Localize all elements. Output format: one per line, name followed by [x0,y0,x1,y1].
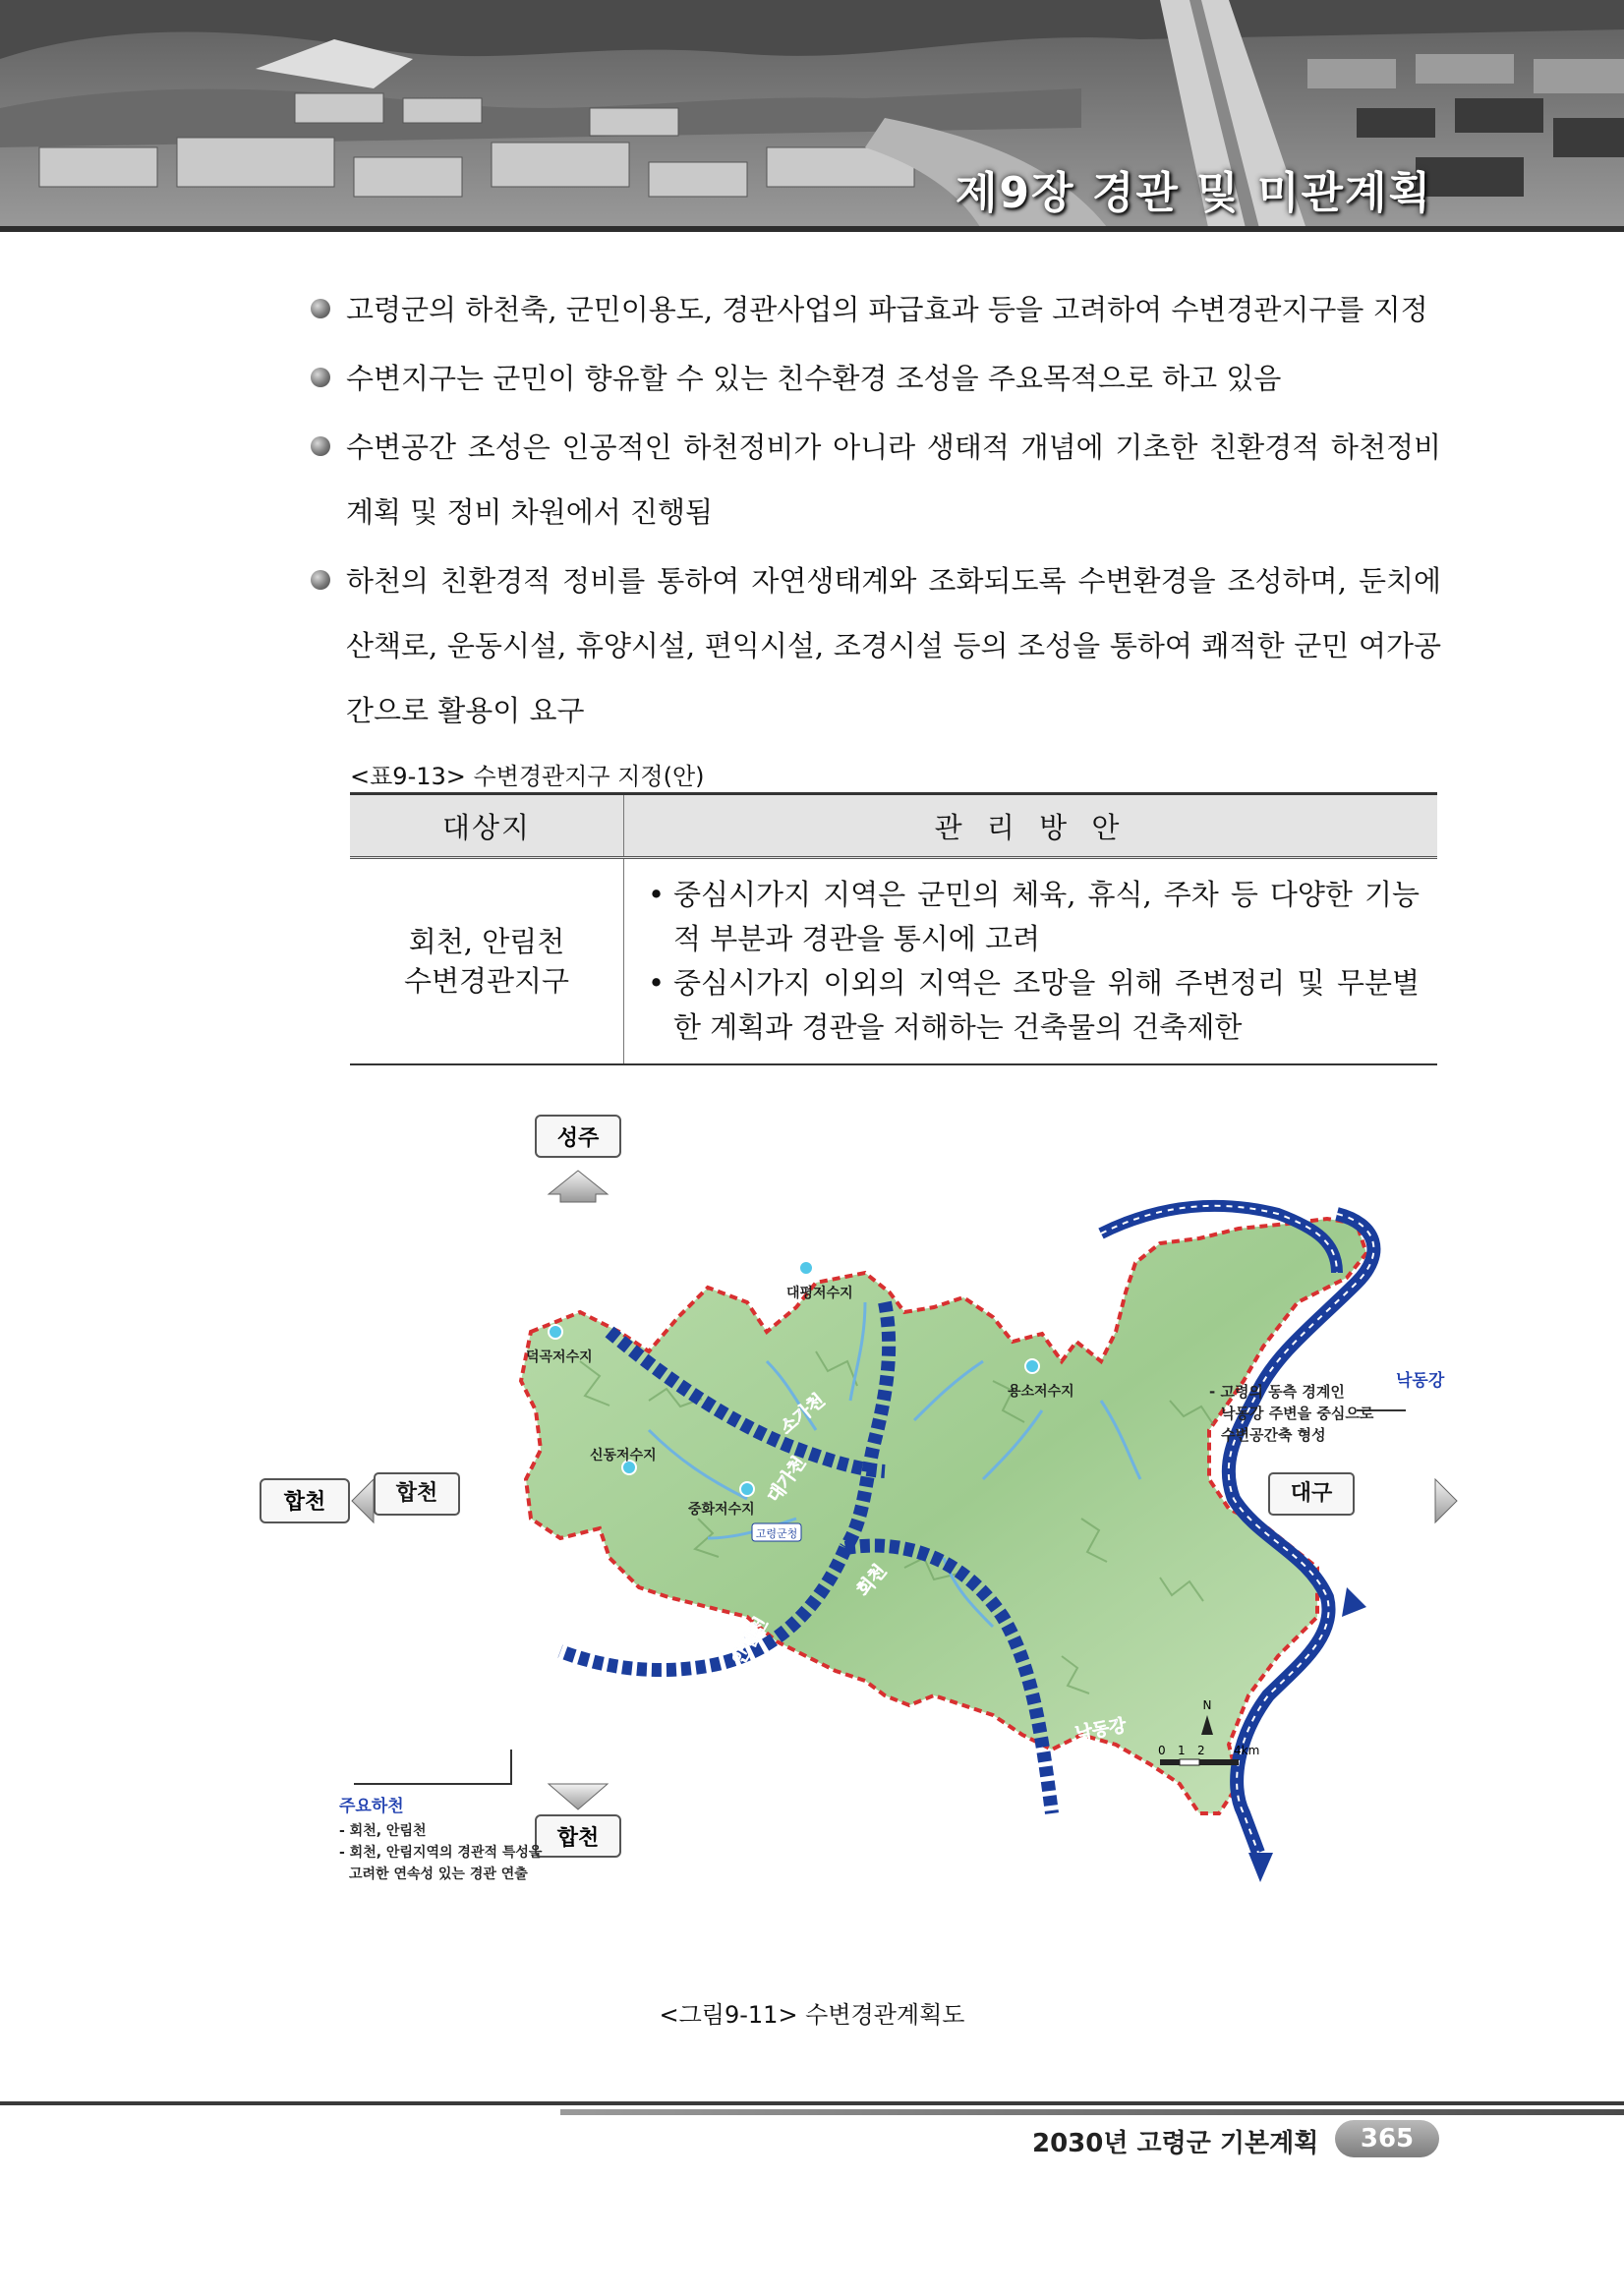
legend-nakdong-line: 낙동강 주변을 중심으로 [1221,1405,1374,1422]
bullet-item [311,548,1441,743]
bullet-text: 하천의 친환경적 정비를 통하여 자연생태계와 조화되도록 수변환경을 조성하며, 둔치에 산책로, 운동시설, 휴양시설, 편익시설, 조경시설 등의 조성을 통하여 쾌적한 군민 여가공간으로 활용이 요구 [346,564,1441,727]
reservoir-label: 중화저수지 [688,1502,755,1518]
bullet-item [311,346,1441,411]
site-name-line1: 회천, 안림천 [408,925,565,958]
scale-tick: 4km [1234,1744,1260,1757]
header-rule [0,226,1624,232]
stream-label: 대가천 [763,1453,811,1507]
reservoir-label: 신동저수지 [590,1448,657,1464]
nakdong-flow-arrow-east [1342,1587,1366,1617]
stream-label: 안림천 [728,1613,773,1669]
designation-table [350,792,1437,1065]
legend-nakdong-line: - 고령의 동측 경계인 [1209,1383,1345,1401]
plan-item-marker: • [648,878,666,911]
legend-nakdong-lines [1209,1381,1425,1446]
direction-west-box [374,1472,462,1516]
bullet-text: 수변지구는 군민이 향유할 수 있는 친수환경 조성을 주요목적으로 하고 있음 [346,362,1282,395]
table-header-plan: 관 리 방 안 [624,794,1438,858]
direction-east-box [1268,1472,1357,1516]
table-header-row [350,794,1437,858]
bullet-list [311,277,1441,747]
bullet-item [311,415,1441,545]
legend-main-line: - 회천, 안림천 [339,1823,427,1839]
direction-west-text: 합천 [374,1472,460,1516]
reservoir-marker [799,1261,813,1275]
legend-main-line: - 회천, 안림지역의 경관적 특성을 [339,1845,543,1861]
north-mark: N [1202,1698,1212,1712]
footer-rule [0,2101,1624,2105]
direction-south-label: 합천 [556,1826,600,1851]
table-cell-plan [624,858,1438,1065]
plan-item-marker: • [648,966,666,1000]
arrow-up-icon [549,1171,608,1202]
table-row [350,858,1437,1065]
bullet-item [311,277,1441,342]
waterfront-plan-map [283,1106,1455,1971]
direction-south [536,1784,620,1857]
reservoir-marker [1025,1359,1039,1373]
table-caption: <표9-13> 수변경관지구 지정(안) [350,763,705,790]
arrow-left-icon [352,1479,374,1522]
reservoir-marker [549,1325,562,1339]
plan-item [646,961,1420,1050]
bullet-icon [311,436,330,456]
plan-item [646,873,1420,961]
legend-nakdong-title: 낙동강 [1396,1371,1445,1391]
town-label: 고령군청 [755,1527,798,1540]
bullet-text: 수변공간 조성은 인공적인 하천정비가 아니라 생태적 개념에 기초한 친환경적 하천정비계획 및 정비 차원에서 진행됨 [346,430,1441,529]
table-header-site: 대상지 [350,794,624,858]
direction-east-text: 대구 [1268,1472,1355,1516]
reservoir-marker [740,1482,754,1496]
footer-document-title: 2030년 고령군 기본계획 [1032,2129,1319,2158]
chapter-title: 제9장 경관 및 미관계획 [955,168,1432,218]
plan-item-text: 중심시가지 지역은 군민의 체육, 휴식, 주차 등 다양한 기능적 부분과 경관을 통시에 고려 [673,878,1420,955]
stream-label: 낙동강 [1073,1715,1129,1745]
bullet-icon [311,570,330,590]
page-number: 365 [1335,2120,1439,2157]
footer-rule-accent [560,2109,1624,2115]
bullet-text: 고령군의 하천축, 군민이용도, 경관사업의 파급효과 등을 고려하여 수변경관지구를 지정 [346,293,1428,326]
direction-east [1435,1479,1457,1522]
arrow-down-icon [549,1784,608,1809]
table-cell-site [350,858,624,1065]
legend-main-streams [339,1750,543,1882]
stream-label: 소가천 [776,1390,830,1439]
scale-tick: 1 [1178,1744,1186,1757]
legend-main-line: 고려한 연속성 있는 경관 연출 [349,1866,528,1882]
plan-item-text: 중심시가지 이외의 지역은 조망을 위해 주변정리 및 무분별한 계획과 경관을 저해하는 건축물의 건축제한 [673,966,1420,1044]
direction-west [261,1479,374,1522]
legend-nakdong-line: 수변공간축 형성 [1221,1426,1326,1444]
direction-north [536,1116,620,1202]
bullet-icon [311,368,330,387]
direction-west-label: 합천 [283,1490,326,1515]
scale-tick: 0 [1158,1744,1166,1757]
stream-label: 회천 [852,1561,892,1601]
legend-main-title: 주요하천 [339,1797,404,1816]
arrow-right-icon [1435,1479,1457,1522]
figure-caption: <그림9-11> 수변경관계획도 [659,2001,965,2029]
reservoir-label: 덕곡저수지 [526,1349,593,1365]
scale-tick: 2 [1197,1744,1205,1757]
reservoir-label: 용소저수지 [1008,1384,1074,1400]
nakdong-flow-arrow [1248,1853,1273,1882]
direction-north-label: 성주 [556,1126,600,1151]
reservoir-label: 대평저수지 [786,1286,853,1301]
site-name-line2: 수변경관지구 [403,964,570,998]
header-banner [0,0,1624,232]
bullet-icon [311,299,330,318]
